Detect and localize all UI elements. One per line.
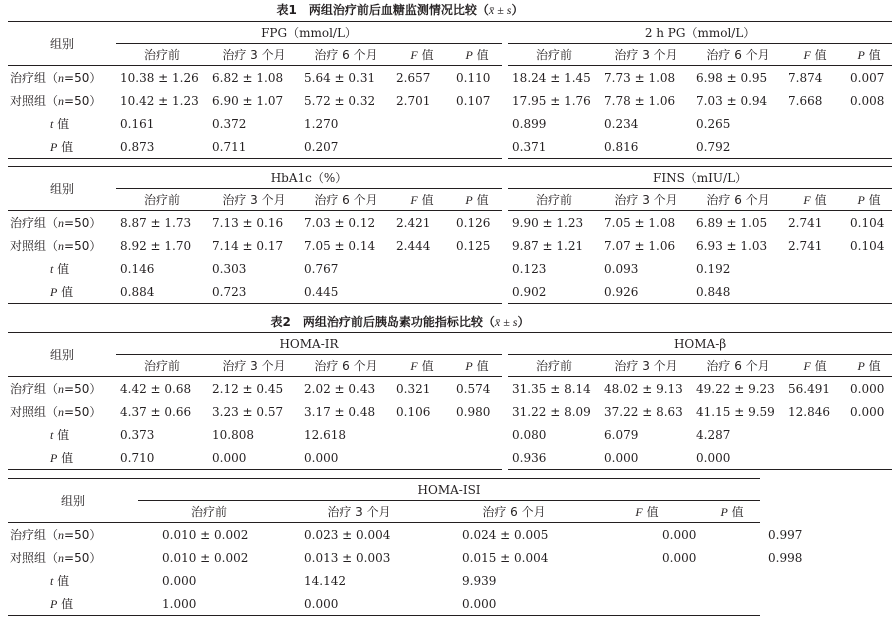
table-cell: 9.87 ± 1.21 [512, 238, 584, 253]
table-cell: 2.701 [396, 93, 431, 108]
table-cell: 0.816 [600, 135, 692, 159]
subheader-4: P 值 [704, 501, 760, 523]
table-cell: 0.372 [212, 116, 247, 131]
left-measure-header: HOMA-IR [116, 333, 502, 355]
table2-caption-stat: x̄ ± s [494, 315, 518, 329]
table1-caption-text: 表1 两组治疗前后血糖监测情况比较（ [276, 3, 489, 17]
left-subheader-3: F 值 [392, 44, 452, 66]
table-cell: 56.491 [788, 381, 831, 396]
table-cell: 0.767 [304, 261, 339, 276]
table-cell: 0.093 [604, 261, 639, 276]
right-subheader-3: F 值 [784, 355, 846, 377]
table-cell: 0.234 [604, 116, 639, 131]
table-cell: 6.079 [604, 427, 639, 442]
row-label: 治疗组（n=50） [10, 382, 102, 396]
left-subheader-1: 治疗 3 个月 [208, 189, 300, 211]
row-label: 对照组（n=50） [10, 94, 102, 108]
row-label: 治疗组（n=50） [10, 216, 102, 230]
table-cell: 0.207 [300, 135, 392, 159]
row-label: P 值 [8, 446, 116, 470]
table-cell: 0.936 [508, 446, 600, 470]
group-label-header: 组别 [8, 333, 116, 377]
table1-caption [0, 2, 800, 18]
right-subheader-0: 治疗前 [508, 355, 600, 377]
table-cell: 10.38 ± 1.26 [120, 70, 199, 85]
right-measure-header: HOMA-β [508, 333, 892, 355]
table-cell: 0.980 [456, 404, 491, 419]
table-cell: 0.710 [116, 446, 208, 470]
left-subheader-3: F 值 [392, 355, 452, 377]
table-cell: 48.02 ± 9.13 [604, 381, 683, 396]
table-cell: 31.35 ± 8.14 [512, 381, 591, 396]
table-cell: 0.146 [120, 261, 155, 276]
table-cell: 4.42 ± 0.68 [120, 381, 192, 396]
table-cell: 0.000 [162, 573, 197, 588]
left-measure-header: FPG（mmol/L） [116, 22, 502, 44]
row-label: t 值 [50, 262, 70, 276]
row-label: P 值 [8, 280, 116, 304]
right-subheader-1: 治疗 3 个月 [600, 355, 692, 377]
right-measure-header: FINS（mIU/L） [508, 167, 892, 189]
left-subheader-2: 治疗 6 个月 [300, 189, 392, 211]
table-cell: 10.42 ± 1.23 [120, 93, 199, 108]
table-cell [392, 257, 452, 280]
table-cell: 0.265 [696, 116, 731, 131]
table-cell [392, 135, 452, 159]
left-measure-header: HbA1c（%） [116, 167, 502, 189]
table-cell: 0.373 [120, 427, 155, 442]
table-cell: 0.000 [662, 550, 697, 565]
right-subheader-0: 治疗前 [508, 44, 600, 66]
left-subheader-0: 治疗前 [116, 355, 208, 377]
table-cell: 0.792 [692, 135, 784, 159]
table-cell: 3.17 ± 0.48 [304, 404, 376, 419]
row-label: 治疗组（n=50） [10, 71, 102, 85]
table-cell: 0.998 [768, 550, 803, 565]
table-cell: 18.24 ± 1.45 [512, 70, 591, 85]
table-cell [452, 112, 502, 135]
table-cell: 0.110 [456, 70, 491, 85]
table-cell: 12.618 [304, 427, 346, 442]
table-cell: 0.926 [600, 280, 692, 304]
table-cell: 7.78 ± 1.06 [604, 93, 676, 108]
table-cell: 7.874 [788, 70, 823, 85]
table-cell: 0.024 ± 0.005 [462, 527, 549, 542]
table-cell: 14.142 [304, 573, 346, 588]
table-cell: 0.321 [396, 381, 431, 396]
table-cell [452, 280, 502, 304]
table2-block1 [8, 332, 892, 470]
group-label-header: 组别 [8, 22, 116, 66]
table-cell: 0.123 [512, 261, 547, 276]
table-cell: 0.107 [456, 93, 491, 108]
table-cell: 0.010 ± 0.002 [162, 550, 249, 565]
table-cell: 0.161 [120, 116, 155, 131]
table-cell: 0.008 [850, 93, 885, 108]
table-cell [784, 280, 846, 304]
table-cell [846, 423, 892, 446]
left-subheader-2: 治疗 6 个月 [300, 355, 392, 377]
table-cell: 0.023 ± 0.004 [304, 527, 391, 542]
row-label: P 值 [8, 135, 116, 159]
right-subheader-4: P 值 [846, 189, 892, 211]
table-cell [452, 257, 502, 280]
subheader-0: 治疗前 [138, 501, 280, 523]
table-cell: 0.104 [850, 215, 885, 230]
table-cell: 0.902 [508, 280, 600, 304]
table-cell: 0.192 [696, 261, 731, 276]
left-subheader-3: F 值 [392, 189, 452, 211]
table-cell: 7.03 ± 0.94 [696, 93, 768, 108]
table-cell: 9.939 [462, 573, 497, 588]
table-cell [846, 112, 892, 135]
table-cell: 2.02 ± 0.43 [304, 381, 376, 396]
table1-caption-stat: x̄ ± s [488, 3, 512, 17]
table-cell: 5.64 ± 0.31 [304, 70, 376, 85]
table-cell: 0.000 [850, 381, 885, 396]
table-cell [784, 135, 846, 159]
table-cell [452, 135, 502, 159]
subheader-2: 治疗 6 个月 [438, 501, 590, 523]
table-cell: 2.421 [396, 215, 431, 230]
right-subheader-1: 治疗 3 个月 [600, 44, 692, 66]
table-cell: 0.873 [116, 135, 208, 159]
table-cell: 5.72 ± 0.32 [304, 93, 376, 108]
table-cell: 0.013 ± 0.003 [304, 550, 391, 565]
table-cell [590, 592, 704, 616]
table-cell [846, 446, 892, 470]
table-cell: 7.13 ± 0.16 [212, 215, 284, 230]
table-cell: 7.668 [788, 93, 823, 108]
table-cell: 41.15 ± 9.59 [696, 404, 775, 419]
table-cell [392, 446, 452, 470]
table-cell [784, 112, 846, 135]
row-label: t 值 [50, 117, 70, 131]
group-label-header: 组别 [8, 479, 138, 523]
table-cell: 49.22 ± 9.23 [696, 381, 775, 396]
table-cell [704, 569, 760, 592]
left-subheader-4: P 值 [452, 44, 502, 66]
homa-isi-header: HOMA-ISI [138, 479, 760, 501]
table-cell [452, 446, 502, 470]
right-subheader-3: F 值 [784, 189, 846, 211]
right-subheader-0: 治疗前 [508, 189, 600, 211]
table-cell [452, 423, 502, 446]
row-label: 对照组（n=50） [10, 239, 102, 253]
table-cell: 0.445 [300, 280, 392, 304]
left-subheader-2: 治疗 6 个月 [300, 44, 392, 66]
table-cell: 2.741 [788, 238, 823, 253]
table-cell: 0.000 [850, 404, 885, 419]
right-subheader-4: P 值 [846, 44, 892, 66]
table-cell: 7.05 ± 1.08 [604, 215, 676, 230]
table-cell: 9.90 ± 1.23 [512, 215, 584, 230]
table-cell: 0.015 ± 0.004 [462, 550, 549, 565]
table-cell: 6.89 ± 1.05 [696, 215, 768, 230]
table-cell: 6.93 ± 1.03 [696, 238, 768, 253]
table-cell: 12.846 [788, 404, 831, 419]
left-subheader-1: 治疗 3 个月 [208, 44, 300, 66]
left-subheader-0: 治疗前 [116, 189, 208, 211]
table1-block2 [8, 166, 892, 304]
table1-caption-end: ） [511, 3, 524, 17]
table-cell: 0.000 [662, 527, 697, 542]
table-cell: 7.03 ± 0.12 [304, 215, 376, 230]
table2-block2 [8, 478, 803, 616]
table-cell: 4.287 [696, 427, 731, 442]
table-cell: 6.82 ± 1.08 [212, 70, 284, 85]
row-label: t 值 [50, 574, 70, 588]
table-cell: 2.12 ± 0.45 [212, 381, 284, 396]
table-cell: 0.899 [512, 116, 547, 131]
table-cell: 2.741 [788, 215, 823, 230]
right-subheader-2: 治疗 6 个月 [692, 189, 784, 211]
table-cell [784, 423, 846, 446]
table-cell: 0.711 [208, 135, 300, 159]
right-measure-header: 2 h PG（mmol/L） [508, 22, 892, 44]
table-cell: 7.05 ± 0.14 [304, 238, 376, 253]
table-cell: 37.22 ± 8.63 [604, 404, 683, 419]
table-cell [846, 257, 892, 280]
right-subheader-2: 治疗 6 个月 [692, 355, 784, 377]
table-cell: 6.90 ± 1.07 [212, 93, 284, 108]
right-subheader-3: F 值 [784, 44, 846, 66]
table-cell: 4.37 ± 0.66 [120, 404, 192, 419]
row-label: t 值 [50, 428, 70, 442]
right-subheader-1: 治疗 3 个月 [600, 189, 692, 211]
table-cell: 0.884 [116, 280, 208, 304]
table-cell: 0.104 [850, 238, 885, 253]
table-cell: 0.000 [600, 446, 692, 470]
table-cell: 0.574 [456, 381, 491, 396]
table-cell: 8.92 ± 1.70 [120, 238, 192, 253]
row-label: P 值 [8, 592, 138, 616]
table2-caption-end: ） [517, 315, 530, 329]
table-cell [846, 135, 892, 159]
table-cell: 2.657 [396, 70, 431, 85]
table-cell: 17.95 ± 1.76 [512, 93, 591, 108]
table-cell: 0.080 [512, 427, 547, 442]
table-cell [392, 112, 452, 135]
table-cell: 0.723 [208, 280, 300, 304]
row-label: 对照组（n=50） [10, 405, 102, 419]
subheader-3: F 值 [590, 501, 704, 523]
table-cell: 0.126 [456, 215, 491, 230]
table-cell [846, 280, 892, 304]
table-cell: 0.848 [692, 280, 784, 304]
table-cell: 0.303 [212, 261, 247, 276]
row-label: 对照组（n=50） [10, 551, 102, 565]
right-subheader-2: 治疗 6 个月 [692, 44, 784, 66]
table-cell: 31.22 ± 8.09 [512, 404, 591, 419]
table-cell: 2.444 [396, 238, 431, 253]
table-cell: 0.010 ± 0.002 [162, 527, 249, 542]
table-cell: 0.007 [850, 70, 885, 85]
table-cell [590, 569, 704, 592]
table-cell [392, 423, 452, 446]
table2-caption-text: 表2 两组治疗前后胰岛素功能指标比较（ [270, 315, 495, 329]
table-cell: 0.000 [438, 592, 590, 616]
table-cell: 0.000 [300, 446, 392, 470]
table-cell: 0.371 [508, 135, 600, 159]
table-cell: 7.14 ± 0.17 [212, 238, 284, 253]
table-cell: 8.87 ± 1.73 [120, 215, 192, 230]
table-cell: 7.07 ± 1.06 [604, 238, 676, 253]
left-subheader-4: P 值 [452, 355, 502, 377]
table-cell [392, 280, 452, 304]
subheader-1: 治疗 3 个月 [280, 501, 438, 523]
row-label: 治疗组（n=50） [10, 528, 102, 542]
group-label-header: 组别 [8, 167, 116, 211]
table-cell: 1.000 [138, 592, 280, 616]
table-cell: 0.125 [456, 238, 491, 253]
left-subheader-1: 治疗 3 个月 [208, 355, 300, 377]
right-subheader-4: P 值 [846, 355, 892, 377]
table-cell [784, 257, 846, 280]
table2-caption [0, 314, 800, 330]
table-cell: 0.997 [768, 527, 803, 542]
table-cell: 1.270 [304, 116, 339, 131]
table-cell: 0.000 [692, 446, 784, 470]
table-cell: 0.106 [396, 404, 431, 419]
table1-block1 [8, 21, 892, 159]
left-subheader-0: 治疗前 [116, 44, 208, 66]
table-cell: 0.000 [208, 446, 300, 470]
table-cell: 7.73 ± 1.08 [604, 70, 676, 85]
table-cell: 3.23 ± 0.57 [212, 404, 284, 419]
table-cell: 6.98 ± 0.95 [696, 70, 768, 85]
left-subheader-4: P 值 [452, 189, 502, 211]
table-cell [784, 446, 846, 470]
table-cell: 10.808 [212, 427, 254, 442]
table-cell [704, 592, 760, 616]
table-cell: 0.000 [280, 592, 438, 616]
